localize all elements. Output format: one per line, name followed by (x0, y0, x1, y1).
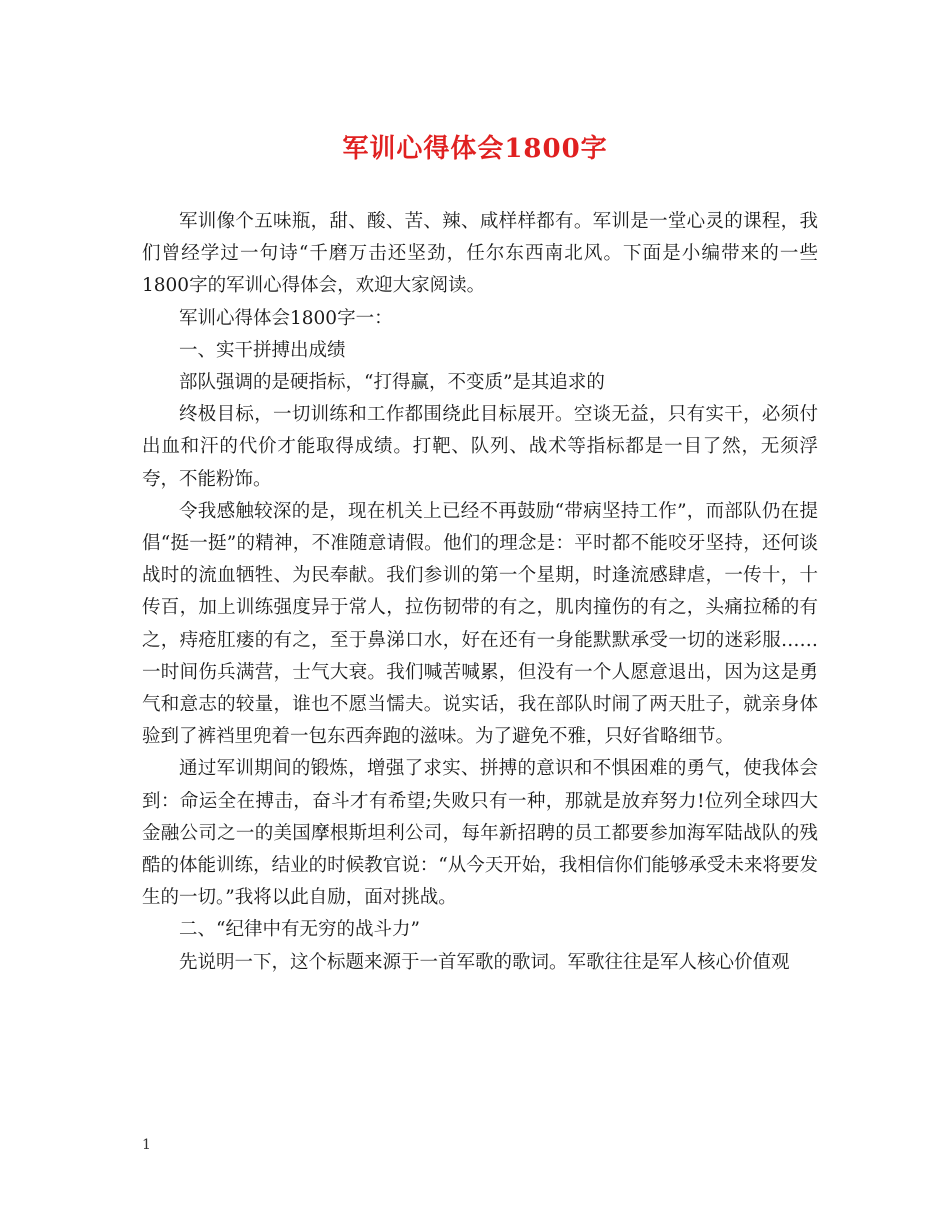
paragraph: 部队强调的是硬指标，“打得赢，不变质”是其追求的 (179, 372, 605, 394)
page-number: 1 (142, 1137, 151, 1153)
paragraph-heading-2: 二、“纪律中有无穷的战斗力” (179, 919, 420, 941)
paragraph-heading-1: 一、实干拼搏出成绩 (179, 339, 346, 361)
document-title: 军训心得体会1800字 (342, 134, 608, 164)
paragraph: 先说明一下，这个标题来源于一首军歌的歌词。军歌往往是军人核心价值观 (179, 951, 790, 973)
paragraph-section-heading: 军训心得体会1800字一： (179, 307, 393, 329)
paragraph: 通过军训期间的锻炼，增强了求实、拼搏的意识和不惧困难的勇气，使我体会到：命运全在搏击，奋斗才有希望;失败只有一种，那就是放弃努力!位列全球四大金融公司之一的美国摩根斯坦利公司，每年新招聘的员工都要参加海军陆战队的残酷的体能训练，结业的时候教官说：“从今天开始，我相信你们能够承受未来将要发生的一切。”我将以此自励，面对挑战。 (142, 758, 818, 909)
paragraph-intro: 军训像个五味瓶，甜、酸、苦、辣、咸样样都有。军训是一堂心灵的课程，我们曾经学过一句诗“千磨万击还坚劲，任尔东西南北风。下面是小编带来的一些1800字的军训心得体会，欢迎大家阅读。 (142, 211, 818, 297)
paragraph: 终极目标，一切训练和工作都围绕此目标展开。空谈无益，只有实干，必须付出血和汗的代价才能取得成绩。打靶、队列、战术等指标都是一目了然，无须浮夸，不能粉饰。 (142, 404, 818, 490)
paragraph: 令我感触较深的是，现在机关上已经不再鼓励“带病坚持工作”，而部队仍在提倡“挺一挺”的精神，不准随意请假。他们的理念是：平时都不能咬牙坚持，还何谈战时的流血牺牲、为民奉献。我们参训的第一个星期，时逢流感肆虐，一传十，十传百，加上训练强度异于常人，拉伤韧带的有之，肌肉撞伤的有之，头痛拉稀的有之，痔疮肛瘘的有之，至于鼻涕口水，好在还有一身能默默承受一切的迷彩服……一时间伤兵满营，士气大衰。我们喊苦喊累，但没有一个人愿意退出，因为这是勇气和意志的较量，谁也不愿当懦夫。说实话，我在部队时闹了两天肚子，就亲身体验到了裤裆里兜着一包东西奔跑的滋味。为了避免不雅，只好省略细节。 (142, 500, 818, 748)
document-body (142, 206, 818, 979)
